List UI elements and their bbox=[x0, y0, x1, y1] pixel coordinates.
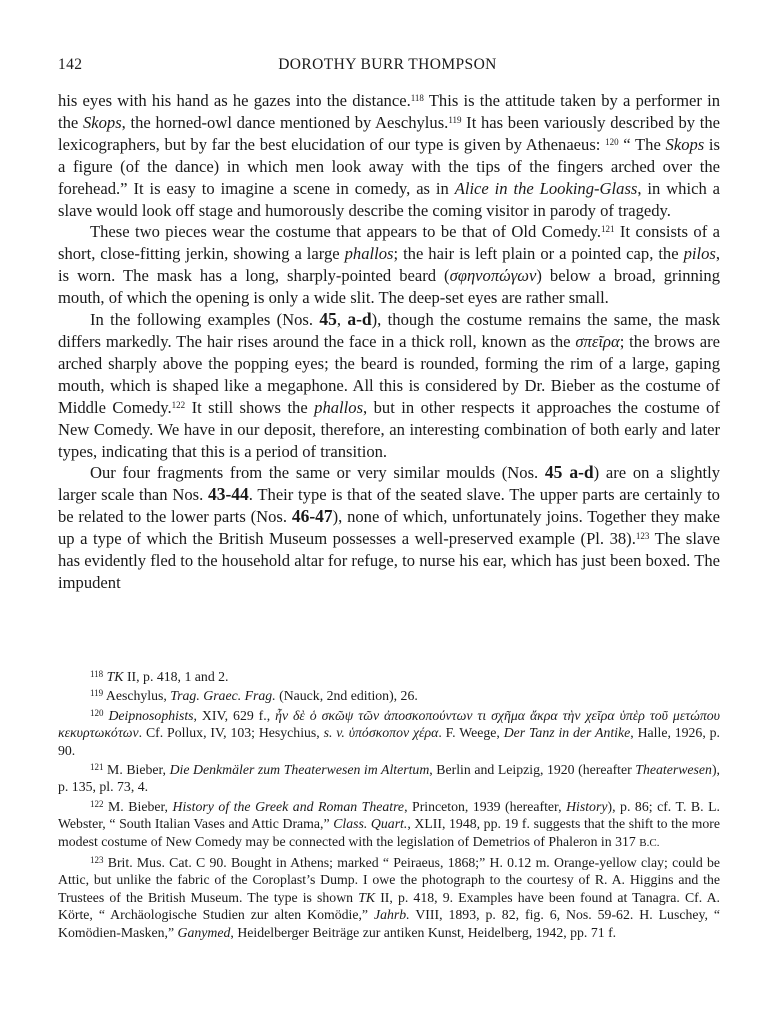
footnote-text: M. Bieber, bbox=[103, 762, 170, 778]
paragraph-text: σφηνοπώγων bbox=[449, 266, 537, 286]
footnote-text: ἦν δὲ ὁ σκῶψ τῶν ἀποσκοπούντων τι σχῆμα ἄκρα τὴν χεῖρα ὑπὲρ τοῦ μετώπου κεκυρτωκότων bbox=[58, 707, 720, 741]
paragraph-text: It consists of a short, close-fitting jerkin, showing a large bbox=[58, 222, 720, 264]
footnote-text: VIII, 1893, p. 82, fig. 6, Nos. 59-62. H. Luschey, “ Komödien-Masken,” bbox=[58, 907, 720, 940]
footnote-text: , XLII, 1948, pp. 19 f. suggests that the shift to the more modest costume of New Comedy may be connected with the legislation of Demetrios of Phaleron in 317 bbox=[58, 816, 720, 849]
paragraph-text: a-d bbox=[347, 309, 372, 330]
footnote-text: ὑπόσκοπον χέρα bbox=[348, 725, 439, 741]
footnote-ref: 119 bbox=[448, 114, 462, 125]
footnote-120 bbox=[58, 707, 720, 759]
footnote-text: II, p. 418, 9. Examples have been found at Tanagra. Cf. A. Körte, “ Archäologische Studien zur alten Komödie,” bbox=[58, 889, 720, 923]
paragraph-text: Alice in the Looking-Glass bbox=[454, 178, 638, 198]
footnote-text: , Berlin and Leipzig, 1920 (hereafter bbox=[429, 762, 636, 778]
paragraph-2 bbox=[58, 221, 720, 309]
footnote-text: Trag. Graec. Frag. bbox=[170, 688, 276, 704]
footnote-123 bbox=[58, 854, 720, 941]
footnote-ref: 120 bbox=[90, 707, 104, 718]
paragraph-text: It has been variously described by the lexicographers, but by far the best elucidation of our type is given by Athenaeus: bbox=[58, 112, 721, 154]
footnote-text: TK bbox=[358, 889, 376, 905]
footnote-ref: 123 bbox=[90, 855, 104, 866]
paragraph-text: , bbox=[336, 310, 348, 330]
paragraph-text: σπεῖρα bbox=[575, 331, 620, 351]
paragraph-text: is a figure (of the dance) in which men look away with the tips of the fingers arched over the forehead.” It is easy to imagine a scene in comedy, as in bbox=[58, 134, 721, 198]
footnote-text: . F. Weege, bbox=[438, 725, 504, 741]
paragraph-text: 45 bbox=[319, 309, 337, 330]
footnote-text: , Princeton, 1939 (hereafter, bbox=[404, 798, 567, 814]
paragraph-text: ) are on a slightly larger scale than Nos. bbox=[58, 463, 721, 505]
paragraph-text: ; the brows are arched sharply above the popping eyes; the beard is rounded, forming the rim of a large, gaping mouth, which is shaped like a megaphone. All this is considered by Dr. Bieber as the costume of Middle Comedy. bbox=[58, 331, 720, 417]
footnote-text: M. Bieber, bbox=[103, 798, 173, 814]
paragraph-text: The slave has evidently fled to the household altar for refuge, to nurse his ear, which has just been boxed. The impudent bbox=[58, 529, 721, 592]
footnote-text: s. v. bbox=[323, 725, 345, 741]
footnote-text: Deipnosophists bbox=[108, 707, 194, 723]
footnote-text: ), p. 86; cf. T. B. L. Webster, “ South Italian Vases and Attic Drama,” bbox=[58, 798, 720, 832]
paragraph-text: phallos bbox=[344, 244, 394, 264]
paragraph-text: , the horned-owl dance mentioned by Aeschylus. bbox=[121, 112, 449, 132]
paragraph-text: It still shows the bbox=[185, 397, 315, 417]
footnote-text: Der Tanz in der Antike bbox=[503, 725, 631, 741]
footnote-text: (Nauck, 2nd edition), 26. bbox=[275, 688, 418, 704]
paragraph-text: “ The bbox=[618, 134, 666, 154]
footnote-119 bbox=[58, 687, 720, 704]
page-number: 142 bbox=[58, 56, 83, 73]
body-text bbox=[58, 90, 720, 594]
paragraph-4 bbox=[58, 462, 720, 593]
running-head: DOROTHY BURR THOMPSON bbox=[278, 56, 497, 73]
paragraph-text: 45 a-d bbox=[544, 462, 594, 483]
footnote-ref: 121 bbox=[601, 224, 615, 235]
paragraph-text: , is worn. The mask has a long, sharply-pointed beard ( bbox=[58, 244, 720, 286]
paragraph-text: Our four fragments from the same or very similar moulds (Nos. bbox=[90, 463, 545, 483]
paragraph-text: ), though the costume remains the same, the mask differs markedly. The hair rises around the face in a thick roll, known as the bbox=[58, 310, 720, 351]
paragraph-text: . Their type is that of the seated slave. The upper parts are certainly to be related to the lower parts (Nos. bbox=[58, 485, 720, 527]
footnote-ref: 119 bbox=[90, 688, 104, 699]
paragraph-text: In the following examples (Nos. bbox=[90, 310, 320, 330]
footnote-text: , Heidelberger Beiträge zur antiken Kunst, Heidelberg, 1942, pp. 71 f. bbox=[230, 924, 617, 940]
footnote-text: History bbox=[566, 798, 608, 814]
paragraph-text: ) below a broad, grinning mouth, of which the opening is only a wide slit. The deep-set eyes are rather small. bbox=[58, 266, 720, 308]
footnote-text: Class. Quart. bbox=[333, 816, 408, 832]
footnote-text: TK bbox=[106, 669, 124, 684]
footnote-text: Jahrb. bbox=[374, 907, 410, 923]
paragraph-text: These two pieces wear the costume that appears to be that of Old Comedy. bbox=[90, 222, 602, 242]
footnote-ref: 123 bbox=[635, 531, 650, 542]
footnote-text: , Halle, 1926, p. 90. bbox=[58, 725, 720, 758]
footnote-text: II, p. 418, 1 and 2. bbox=[123, 669, 229, 684]
footnote-ref: 122 bbox=[171, 399, 186, 410]
paragraph-text: ; the hair is left plain or a pointed cap, the bbox=[393, 244, 684, 264]
paragraph-text: his eyes with his hand as he gazes into the distance. bbox=[58, 91, 411, 110]
footnote-ref: 121 bbox=[90, 762, 104, 773]
paragraph-text: 43-44 bbox=[207, 484, 249, 505]
footnote-text: Die Denkmäler zum Theaterwesen im Altertum bbox=[169, 762, 430, 778]
footnote-text: Ganymed bbox=[177, 924, 231, 940]
footnote-text: B.C. bbox=[639, 836, 660, 849]
footnote-text: Theaterwesen bbox=[635, 762, 712, 778]
footnote-text: ), p. 135, pl. 73, 4. bbox=[58, 762, 720, 795]
paragraph-text: phallos bbox=[314, 397, 364, 417]
footnote-122 bbox=[58, 798, 720, 852]
paragraph-text: pilos bbox=[683, 244, 716, 264]
footnote-text: History of the Greek and Roman Theatre bbox=[172, 798, 405, 814]
footnote-text: Brit. Mus. Cat. C 90. Bought in Athens; marked “ Peiraeus, 1868;” H. 0.12 m. Orange-yellow clay; could be Attic, but unlike the fabric of the Coroplast’s Dump. I owe the photograph to the courtesy of R. A. Higgins and the Trustees of the British Museum. The type is shown bbox=[58, 855, 720, 905]
page-header bbox=[58, 56, 717, 78]
paragraph-text: Skops bbox=[82, 112, 122, 132]
footnotes bbox=[58, 668, 720, 943]
paragraph-3 bbox=[58, 309, 720, 462]
paragraph-text: 46-47 bbox=[291, 506, 333, 527]
paragraph-text: Skops bbox=[665, 134, 705, 154]
paragraph-text: ), none of which, unfortunately joins. Together they make up a type of which the British Museum possesses a well-preserved example (Pl. 38). bbox=[58, 507, 720, 549]
footnote-ref: 122 bbox=[90, 798, 104, 809]
paragraph-text: , in which a slave would look off stage and humorously describe the coming visitor in parody of tragedy. bbox=[58, 178, 720, 220]
paragraph-text: This is the attitude taken by a performer in the bbox=[58, 91, 720, 132]
footnote-text: . Cf. Pollux, IV, 103; Hesychius, bbox=[138, 725, 324, 741]
footnote-ref: 118 bbox=[410, 93, 424, 103]
footnote-text: Aeschylus, bbox=[103, 688, 171, 704]
footnote-ref: 118 bbox=[90, 669, 104, 679]
footnote-ref: 120 bbox=[605, 136, 619, 147]
footnote-121 bbox=[58, 761, 720, 796]
footnote-text: , XIV, 629 f., bbox=[193, 707, 276, 723]
footnote-118 bbox=[58, 668, 720, 685]
paragraph-1 bbox=[58, 90, 720, 221]
paragraph-text: , but in other respects it approaches the costume of New Comedy. We have in our deposit, therefore, an interesting combination of both early and later types, indicating that this is a period of transition. bbox=[58, 397, 720, 461]
